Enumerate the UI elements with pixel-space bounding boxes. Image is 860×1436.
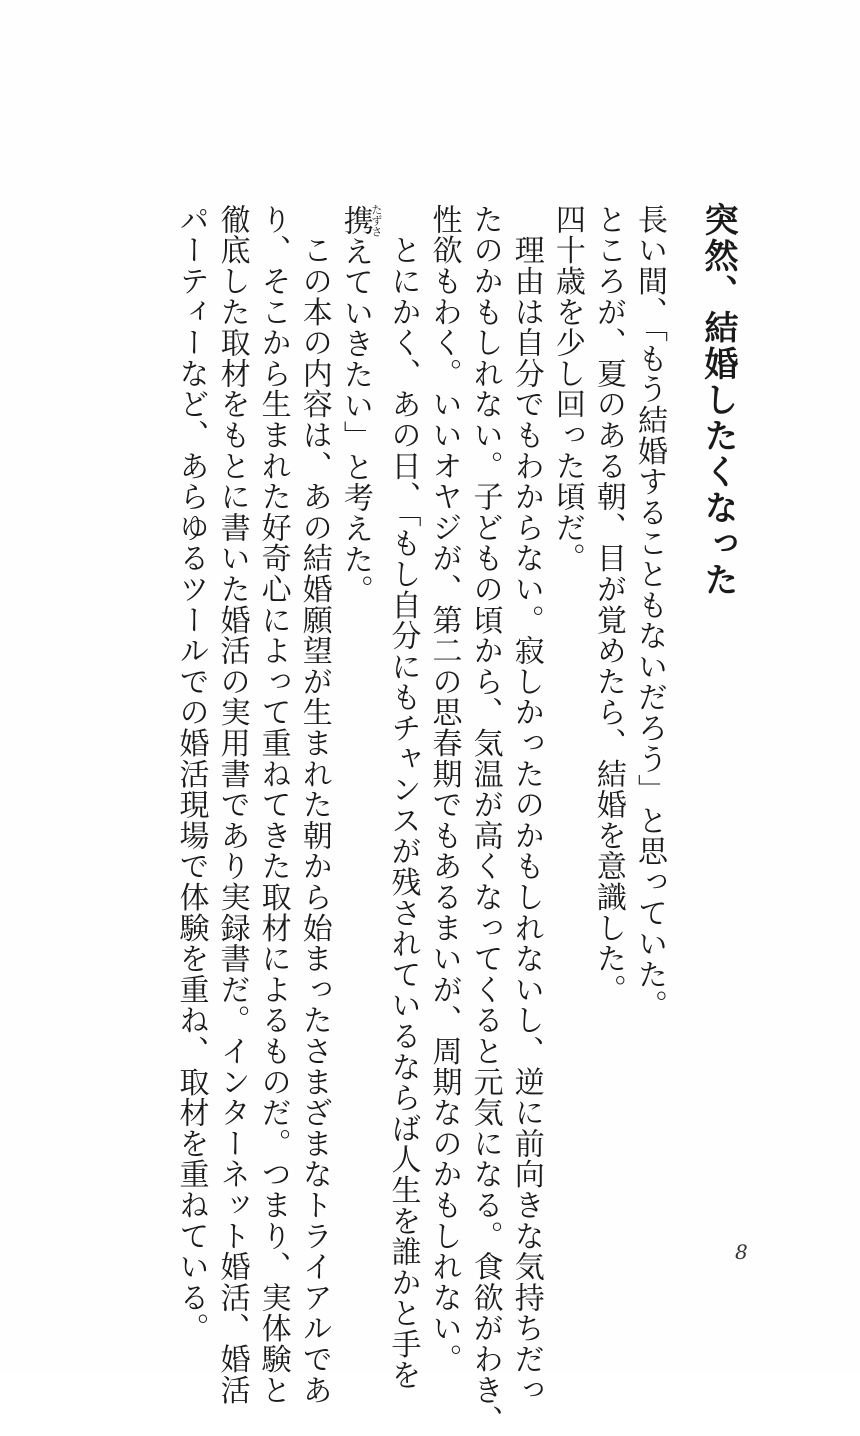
text-line-with-ruby: [335, 204, 383, 1204]
ruby-base: 携: [337, 204, 373, 237]
text-line: この本の内容は、あの結婚願望が生まれた朝から始まったさまざまなトライアルであ: [296, 204, 332, 1406]
ruby-word: [337, 204, 383, 237]
text-line: 理由は自分でもわからない。寂しかったのかもしれないし、逆に前向きな気持ちだっ: [508, 204, 544, 1406]
ruby-reading: たずさ: [369, 204, 383, 237]
ruby-line-rest: えていきたい」と考えた。: [337, 235, 373, 606]
text-line: 徹底した取材をもとに書いた婚活の実用書であり実録書だ。インターネット婚活、婚活: [214, 204, 250, 1406]
page-number: 8: [735, 1240, 748, 1264]
text-line: たのかもしれない。子どもの頃から、気温が高くなってくると元気になる。食欲がわき、: [467, 204, 503, 1436]
chapter-heading: 突然、結婚したくなった: [698, 202, 738, 598]
text-line: 長い間、「もう結婚することもないだろう」と思っていた。: [632, 204, 667, 1021]
text-line: 四十歳を少し回った頃だ。: [549, 204, 585, 574]
body-text: [110, 204, 670, 1436]
text-line: パーティーなど、あらゆるツールでの婚活現場で体験を重ね、取材を重ねている。: [173, 204, 209, 1344]
text-line: 性欲もわく。いいオヤジが、第二の思春期でもあるまいが、周期なのかもしれない。: [426, 204, 462, 1375]
text-line: ところが、夏のある朝、目が覚めたら、結婚を意識した。: [590, 204, 626, 1005]
text-line: とにかく、あの日、「もし自分にもチャンスが残されているならば人生を誰かと手を: [385, 204, 421, 1391]
text-line: り、そこから生まれた好奇心によって重ねてきた取材によるものだ。つまり、実体験と: [255, 204, 291, 1406]
